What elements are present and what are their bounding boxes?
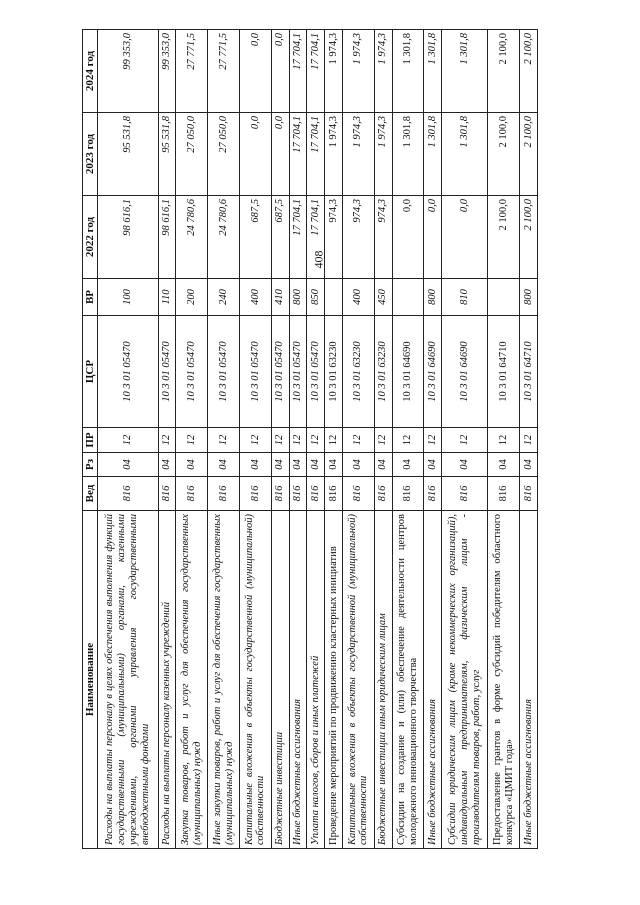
cell-pr: 12 <box>240 428 272 453</box>
cell-csr: 10 3 01 05470 <box>307 316 325 428</box>
cell-name: Предоставление грантов в форме субсидий победителям областного конкурса «ЦМИТ года» <box>488 511 520 849</box>
cell-2023: 95 531,8 <box>98 113 158 196</box>
cell-2024: 27 771,5 <box>208 30 240 113</box>
cell-csr: 10 3 01 64690 <box>392 316 424 428</box>
cell-ved: 816 <box>392 477 424 511</box>
table-row <box>158 30 176 849</box>
cell-2022: 974,3 <box>342 196 374 279</box>
table-row <box>208 30 240 849</box>
cell-2024: 1 301,8 <box>424 30 442 113</box>
cell-2023: 17 704,1 <box>307 113 325 196</box>
cell-2024: 17 704,1 <box>289 30 307 113</box>
cell-2023: 2 100,0 <box>488 113 520 196</box>
cell-2023: 17 704,1 <box>289 113 307 196</box>
cell-ved: 816 <box>208 477 240 511</box>
cell-name: Бюджетные инвестиции <box>271 511 289 849</box>
cell-pr: 12 <box>325 428 343 453</box>
table-row <box>240 30 272 849</box>
cell-pr: 12 <box>342 428 374 453</box>
cell-name: Закупка товаров, работ и услуг для обеспечения государственных (муниципальных) нужд <box>176 511 208 849</box>
cell-vr: 410 <box>271 279 289 316</box>
cell-2023: 1 301,8 <box>392 113 424 196</box>
cell-2024: 1 974,3 <box>342 30 374 113</box>
cell-ved: 816 <box>307 477 325 511</box>
cell-2024: 2 100,0 <box>488 30 520 113</box>
cell-csr: 10 3 01 05470 <box>271 316 289 428</box>
cell-csr: 10 3 01 63230 <box>374 316 392 428</box>
header-2023: 2023 год <box>83 113 98 196</box>
cell-vr: 810 <box>442 279 488 316</box>
cell-ved: 816 <box>520 477 538 511</box>
cell-2024: 0,0 <box>240 30 272 113</box>
cell-vr: 400 <box>240 279 272 316</box>
cell-2022: 98 616,1 <box>158 196 176 279</box>
cell-rz: 04 <box>307 453 325 477</box>
cell-2024: 2 100,0 <box>520 30 538 113</box>
cell-pr: 12 <box>442 428 488 453</box>
cell-name: Субсидии на создание и (или) обеспечение деятельности центров молодежного инновационного творчества <box>392 511 424 849</box>
cell-rz: 04 <box>520 453 538 477</box>
cell-name: Проведение мероприятий по продвижению кластерных инициатив <box>325 511 343 849</box>
cell-ved: 816 <box>271 477 289 511</box>
table-row <box>325 30 343 849</box>
table-row <box>307 30 325 849</box>
cell-pr: 12 <box>520 428 538 453</box>
cell-pr: 12 <box>392 428 424 453</box>
header-ved: Вед <box>83 477 98 511</box>
cell-2024: 0,0 <box>271 30 289 113</box>
cell-name: Расходы на выплаты персоналу казенных учреждений <box>158 511 176 849</box>
cell-2022: 17 704,1 <box>289 196 307 279</box>
cell-vr: 110 <box>158 279 176 316</box>
cell-ved: 816 <box>240 477 272 511</box>
cell-2022: 2 100,0 <box>520 196 538 279</box>
cell-name: Расходы на выплаты персоналу в целях обеспечения выполнения функций государственными (муниципальными) органами, казенными учреждениями, органами управления государственными внебюджетными фондами <box>98 511 158 849</box>
cell-vr: 850 <box>307 279 325 316</box>
table-body <box>98 30 538 849</box>
cell-vr: 800 <box>520 279 538 316</box>
cell-vr: 800 <box>424 279 442 316</box>
cell-2023: 0,0 <box>240 113 272 196</box>
cell-ved: 816 <box>176 477 208 511</box>
cell-pr: 12 <box>176 428 208 453</box>
cell-2023: 0,0 <box>271 113 289 196</box>
cell-pr: 12 <box>424 428 442 453</box>
cell-2022: 687,5 <box>240 196 272 279</box>
cell-2022: 0,0 <box>392 196 424 279</box>
cell-2023: 1 301,8 <box>424 113 442 196</box>
cell-vr: 240 <box>208 279 240 316</box>
cell-csr: 10 3 01 63230 <box>325 316 343 428</box>
cell-ved: 816 <box>342 477 374 511</box>
header-name: Наименование <box>83 511 98 849</box>
cell-vr <box>325 279 343 316</box>
cell-rz: 04 <box>208 453 240 477</box>
table-header-row <box>83 30 98 849</box>
cell-2023: 27 050,0 <box>208 113 240 196</box>
cell-csr: 10 3 01 05470 <box>158 316 176 428</box>
cell-2024: 17 704,1 <box>307 30 325 113</box>
header-2022: 2022 год <box>83 196 98 279</box>
cell-ved: 816 <box>442 477 488 511</box>
cell-vr: 450 <box>374 279 392 316</box>
cell-2023: 2 100,0 <box>520 113 538 196</box>
header-2024: 2024 год <box>83 30 98 113</box>
cell-2023: 1 974,3 <box>374 113 392 196</box>
cell-rz: 04 <box>325 453 343 477</box>
cell-2024: 27 771,5 <box>176 30 208 113</box>
table-row <box>424 30 442 849</box>
cell-2023: 95 531,8 <box>158 113 176 196</box>
cell-2022: 0,0 <box>424 196 442 279</box>
cell-csr: 10 3 01 64710 <box>488 316 520 428</box>
cell-2024: 99 353,0 <box>158 30 176 113</box>
header-csr: ЦСР <box>83 316 98 428</box>
cell-2024: 1 301,8 <box>392 30 424 113</box>
cell-2022: 17 704,1 <box>307 196 325 279</box>
cell-csr: 10 3 01 64690 <box>424 316 442 428</box>
cell-2022: 24 780,6 <box>208 196 240 279</box>
cell-rz: 04 <box>289 453 307 477</box>
cell-pr: 12 <box>374 428 392 453</box>
cell-ved: 816 <box>158 477 176 511</box>
cell-rz: 04 <box>158 453 176 477</box>
cell-2024: 1 974,3 <box>374 30 392 113</box>
table-row <box>289 30 307 849</box>
header-pr: ПР <box>83 428 98 453</box>
cell-vr: 100 <box>98 279 158 316</box>
cell-2024: 1 974,3 <box>325 30 343 113</box>
cell-2023: 27 050,0 <box>176 113 208 196</box>
cell-pr: 12 <box>158 428 176 453</box>
cell-2024: 99 353,0 <box>98 30 158 113</box>
cell-vr: 400 <box>342 279 374 316</box>
cell-csr: 10 3 01 05470 <box>289 316 307 428</box>
table-row <box>392 30 424 849</box>
cell-vr: 800 <box>289 279 307 316</box>
cell-rz: 04 <box>98 453 158 477</box>
cell-ved: 816 <box>98 477 158 511</box>
table-row <box>520 30 538 849</box>
cell-rz: 04 <box>488 453 520 477</box>
cell-name: Иные бюджетные ассигнования <box>289 511 307 849</box>
cell-ved: 816 <box>488 477 520 511</box>
cell-2022: 974,3 <box>374 196 392 279</box>
header-rz: Рз <box>83 453 98 477</box>
cell-2022: 98 616,1 <box>98 196 158 279</box>
page-number: 408 <box>311 250 326 269</box>
cell-name: Капитальные вложения в объекты государственной (муниципальной) собственности <box>240 511 272 849</box>
cell-rz: 04 <box>424 453 442 477</box>
cell-ved: 816 <box>289 477 307 511</box>
cell-vr: 200 <box>176 279 208 316</box>
cell-csr: 10 3 01 64690 <box>442 316 488 428</box>
cell-pr: 12 <box>98 428 158 453</box>
cell-2023: 1 301,8 <box>442 113 488 196</box>
table-row <box>98 30 158 849</box>
cell-vr <box>488 279 520 316</box>
table-row <box>488 30 520 849</box>
cell-2022: 687,5 <box>271 196 289 279</box>
cell-pr: 12 <box>271 428 289 453</box>
table-row <box>374 30 392 849</box>
cell-name: Капитальные вложения в объекты государственной (муниципальной) собственности <box>342 511 374 849</box>
header-vr: ВР <box>83 279 98 316</box>
cell-rz: 04 <box>271 453 289 477</box>
cell-name: Уплата налогов, сборов и иных платежей <box>307 511 325 849</box>
cell-2024: 1 301,8 <box>442 30 488 113</box>
cell-2023: 1 974,3 <box>342 113 374 196</box>
cell-2022: 0,0 <box>442 196 488 279</box>
cell-csr: 10 3 01 63230 <box>342 316 374 428</box>
cell-pr: 12 <box>208 428 240 453</box>
table-row <box>176 30 208 849</box>
cell-2022: 974,3 <box>325 196 343 279</box>
cell-rz: 04 <box>374 453 392 477</box>
cell-rz: 04 <box>240 453 272 477</box>
cell-ved: 816 <box>325 477 343 511</box>
cell-name: Субсидии юридическим лицам (кроме некоммерческих организаций), индивидуальным предпринимателям, физическим лицам - производителям товаров, работ, услуг <box>442 511 488 849</box>
table-row <box>342 30 374 849</box>
budget-table <box>82 29 538 849</box>
cell-csr: 10 3 01 05470 <box>176 316 208 428</box>
cell-rz: 04 <box>392 453 424 477</box>
table-row <box>271 30 289 849</box>
cell-pr: 12 <box>488 428 520 453</box>
cell-vr <box>392 279 424 316</box>
cell-rz: 04 <box>342 453 374 477</box>
cell-name: Бюджетные инвестиции иным юридическим лицам <box>374 511 392 849</box>
cell-2022: 2 100,0 <box>488 196 520 279</box>
cell-name: Иные бюджетные ассигнования <box>520 511 538 849</box>
budget-table-container <box>82 30 538 849</box>
cell-2022: 24 780,6 <box>176 196 208 279</box>
cell-ved: 816 <box>424 477 442 511</box>
cell-csr: 10 3 01 05470 <box>208 316 240 428</box>
cell-csr: 10 3 01 05470 <box>240 316 272 428</box>
cell-name: Иные закупки товаров, работ и услуг для обеспечения государственных (муниципальных) нужд <box>208 511 240 849</box>
cell-pr: 12 <box>289 428 307 453</box>
cell-2023: 1 974,3 <box>325 113 343 196</box>
cell-csr: 10 3 01 64710 <box>520 316 538 428</box>
cell-pr: 12 <box>307 428 325 453</box>
cell-name: Иные бюджетные ассигнования <box>424 511 442 849</box>
cell-rz: 04 <box>442 453 488 477</box>
cell-csr: 10 3 01 05470 <box>98 316 158 428</box>
cell-rz: 04 <box>176 453 208 477</box>
table-row <box>442 30 488 849</box>
cell-ved: 816 <box>374 477 392 511</box>
